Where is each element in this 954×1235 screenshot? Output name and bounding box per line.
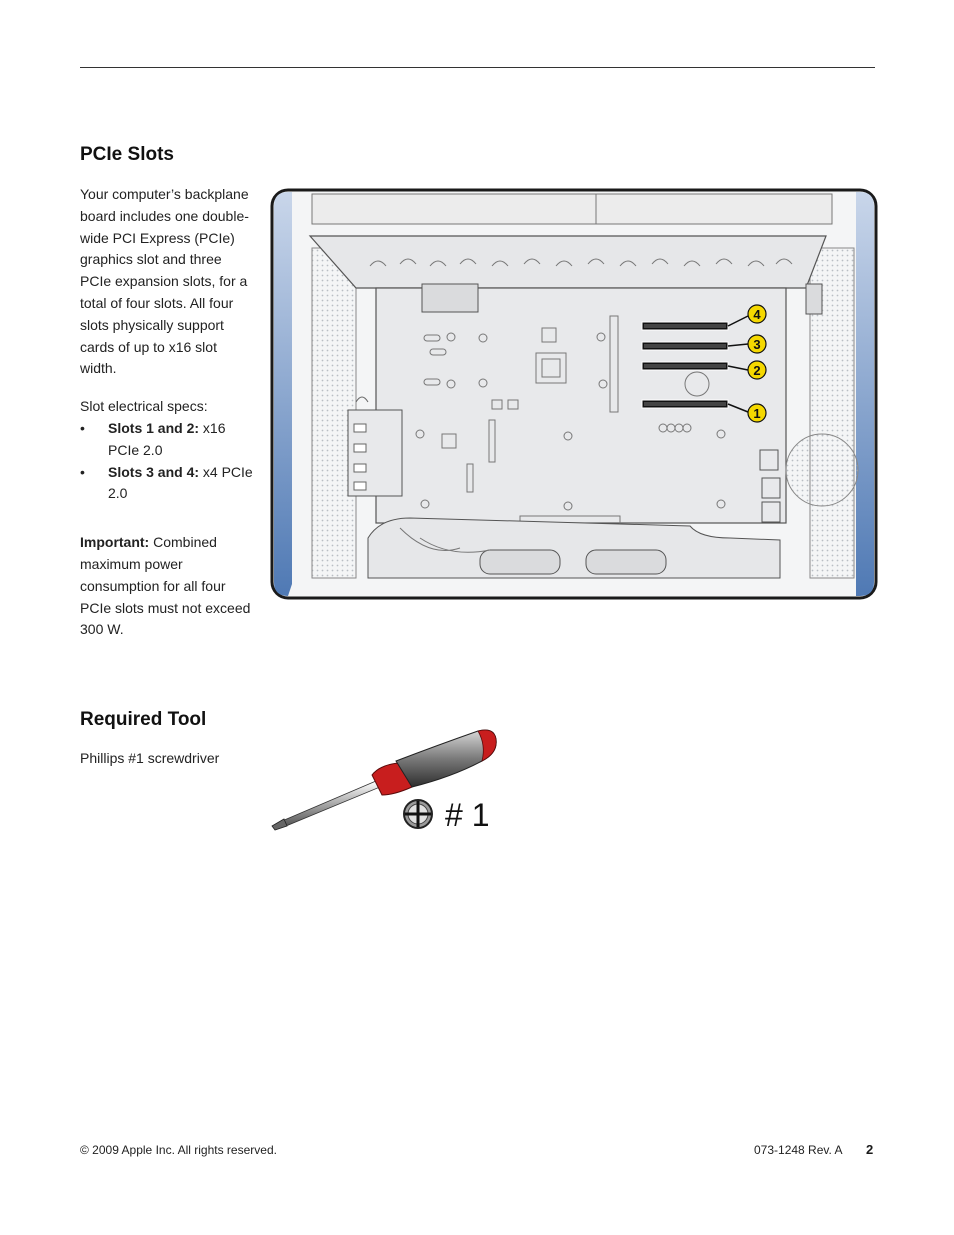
slot-callout-4-label: 4 (753, 307, 761, 322)
footer-copyright: © 2009 Apple Inc. All rights reserved. (80, 1143, 277, 1157)
page-number: 2 (866, 1142, 874, 1157)
important-label: Important: (80, 534, 150, 551)
slot-specs-list (80, 418, 255, 505)
top-rule (80, 67, 875, 68)
fan-grille (786, 434, 858, 506)
pcie-slots-description (80, 184, 255, 641)
phillips-screwdriver-illustration (268, 725, 500, 837)
screwdriver-shaft (282, 781, 380, 826)
required-tool-description (80, 748, 255, 770)
required-tool-text: Phillips #1 screwdriver (80, 750, 220, 766)
slot-callout-1 (748, 404, 766, 422)
bullet-marker: • (80, 463, 85, 480)
important-note (80, 532, 255, 641)
pcie-slots-illustration (270, 188, 878, 600)
slot-specs-label: Slot electrical specs: (80, 398, 208, 415)
slot-callout-3 (748, 335, 766, 353)
top-drive-bay (312, 194, 832, 224)
phillips-head-icon (404, 800, 432, 828)
slot-spec-value: x4 PCIe 2.0 (108, 463, 253, 502)
pcie-intro-paragraph: Your computer’s backplane board includes one double-wide PCI Express (PCIe) graphics slot and three PCIe expansion slots, for a total of four slots. All four slots physically support cards of up to x16 slot width. (80, 186, 249, 377)
slot-callout-4 (748, 305, 766, 323)
slot-callout-2 (748, 361, 766, 379)
required-tool-heading: Required Tool (80, 709, 207, 730)
slot-spec-label: Slots 1 and 2: (108, 419, 200, 436)
slot-spec-label: Slots 3 and 4: (108, 463, 200, 480)
screwdriver-size-label: # 1 (445, 797, 490, 833)
pcie-slots-heading: PCIe Slots (80, 144, 174, 165)
slot-spec-item (80, 462, 255, 506)
right-side-panel (856, 192, 874, 596)
important-text: Combined maximum power consumption for all four PCIe slots must not exceed 300 W. (80, 534, 251, 638)
slot-callout-1-label: 1 (753, 406, 761, 421)
slot-spec-item (80, 418, 255, 462)
bullet-marker: • (80, 419, 85, 436)
slot-callout-3-label: 3 (753, 337, 761, 352)
slot-callout-2-label: 2 (753, 363, 761, 378)
left-side-panel (274, 192, 292, 596)
screwdriver-tip (272, 819, 287, 830)
footer-document-id: 073-1248 Rev. A (754, 1143, 843, 1157)
slot-spec-value: x16 PCIe 2.0 (108, 419, 226, 458)
